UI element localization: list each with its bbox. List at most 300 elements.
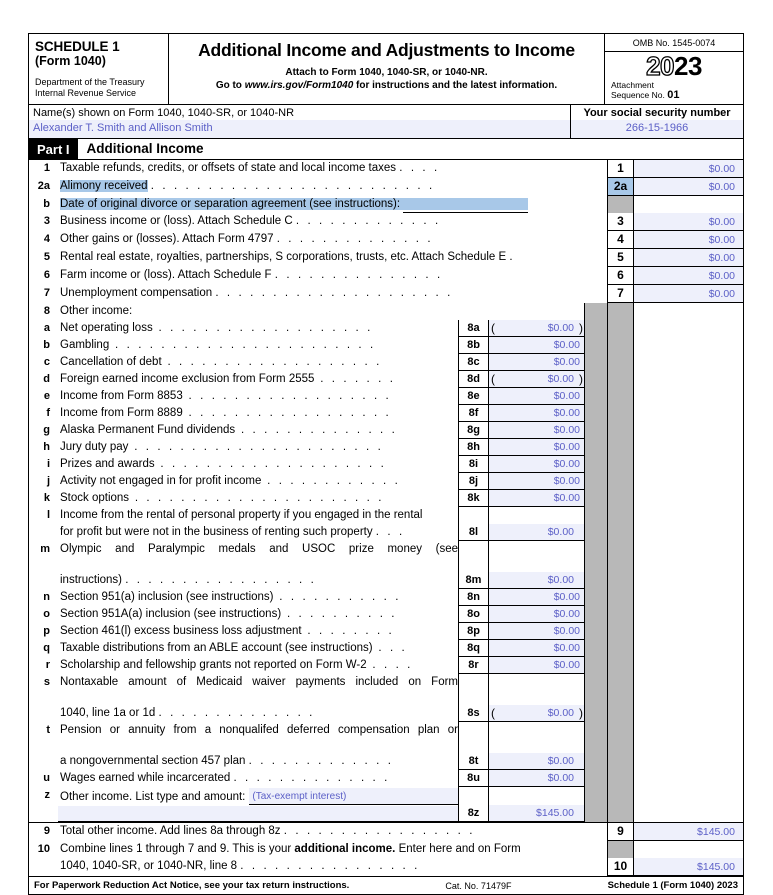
gray-spacer (584, 524, 607, 541)
gray-spacer (584, 623, 607, 640)
inner-amount-value: $0.00 (547, 772, 574, 784)
tax-year (605, 53, 743, 80)
inner-box-label-blank (458, 787, 488, 805)
line-description (55, 320, 458, 337)
gray-spacer (584, 787, 607, 805)
page-title: Additional Income and Adjustments to Income (198, 40, 575, 60)
line-box-label-shaded (607, 572, 633, 589)
line-amount-shaded (633, 490, 743, 507)
line-amount-shaded (633, 640, 743, 657)
line-box-label-shaded (607, 524, 633, 541)
line-description (55, 337, 458, 354)
line-amount-shaded (633, 674, 743, 705)
inner-box-label-blank (458, 674, 488, 705)
line-text: Unemployment compensation (60, 287, 213, 299)
goto-suffix: for instructions and the latest information. (353, 80, 558, 91)
line-amount-shaded (633, 337, 743, 354)
inner-amount-input[interactable] (488, 805, 584, 822)
line-text: instructions) (60, 574, 122, 586)
line-amount-shaded (633, 422, 743, 439)
line-amount-shaded (633, 456, 743, 473)
line-amount-input[interactable]: $0.00 (633, 160, 743, 178)
line-box-label-shaded (607, 841, 633, 858)
line-row-8 (29, 303, 743, 320)
line-number-blank (29, 805, 55, 822)
gray-spacer (584, 371, 607, 388)
inner-box-label: 8i (458, 456, 488, 473)
inner-box-label: 8a (458, 320, 488, 337)
inner-amount-input[interactable] (488, 572, 584, 589)
line-description (55, 160, 585, 178)
line-text: Scholarship and fellowship grants not reported on Form W-2 (60, 659, 367, 671)
gray-spacer (585, 160, 607, 178)
inner-box-label: 8z (458, 805, 488, 822)
line-amount-input[interactable]: $145.00 (633, 858, 743, 876)
line-amount-shaded (633, 541, 743, 572)
header-title-block (169, 34, 605, 104)
inner-amount-value: $0.00 (553, 642, 580, 654)
line-box-label-shaded (607, 623, 633, 640)
leader-dots: . (509, 251, 516, 263)
line-amount-shaded (633, 841, 743, 858)
line-number: c (43, 356, 50, 368)
gray-spacer (584, 606, 607, 623)
gray-spacer (585, 213, 607, 231)
gray-spacer (585, 858, 607, 876)
gray-spacer (584, 490, 607, 507)
paren-open: ( (491, 372, 495, 386)
inner-amount-input[interactable] (488, 371, 584, 388)
leader-dots: . . . . . . . . . . . . . . (276, 233, 434, 245)
line-text: Total other income. Add lines 8a through 8z (60, 825, 281, 837)
leader-dots: . . . . . . . . . . . . (261, 475, 401, 487)
inner-amount-input[interactable] (488, 337, 584, 354)
inner-amount-value: $0.00 (553, 492, 580, 504)
other-income-type-input-2[interactable] (58, 806, 458, 822)
line-text: Cancellation of debt (60, 356, 162, 368)
inner-amount-value: $0.00 (553, 441, 580, 453)
line-row-5 (29, 249, 743, 267)
gray-spacer (585, 841, 607, 858)
gray-spacer (584, 320, 607, 337)
line-description (55, 490, 458, 507)
line-text: Gambling (60, 339, 110, 351)
gray-spacer (584, 805, 607, 822)
gray-spacer (584, 589, 607, 606)
line-box-label: 4 (607, 231, 633, 249)
line-text: 1040, 1040-SR, or 1040-NR, line 8 (60, 860, 238, 872)
line-description (55, 371, 458, 388)
line-amount-input[interactable]: $0.00 (633, 178, 743, 196)
line-row-10-first (29, 841, 743, 858)
line-number: u (43, 772, 50, 784)
line-text: Other income. List type and amount: (60, 791, 246, 803)
leader-dots: . . . . . . . . . . . . . . . . (240, 860, 420, 872)
inner-amount-value: $0.00 (547, 373, 574, 385)
line-row-8z-second (29, 805, 743, 822)
paren-close: ) (579, 706, 583, 720)
taxpayer-identity-row (29, 105, 743, 139)
line-text: Business income or (loss). Attach Schedule C (60, 215, 293, 227)
inner-amount-input[interactable] (488, 422, 584, 439)
line-description: Nontaxable amount of Medicaid waiver payments included on Form (60, 676, 458, 688)
line-text: Alimony received (60, 180, 148, 192)
goto-prefix: Go to (215, 80, 245, 91)
line-amount-shaded (633, 589, 743, 606)
paren-open: ( (491, 706, 495, 720)
tax-year-century: 20 (646, 51, 674, 81)
line-description (55, 606, 458, 623)
line-text: for profit but were not in the business of renting such property (60, 526, 373, 538)
line-box-label-shaded (607, 422, 633, 439)
line-text: Farm income or (loss). Attach Schedule F (60, 269, 272, 281)
inner-amount-input[interactable] (488, 456, 584, 473)
inner-amount-value: $0.00 (547, 707, 574, 719)
line-description (55, 770, 458, 787)
leader-dots: . . . . . . . . . . . . . (295, 215, 441, 227)
attach-instruction: Attach to Form 1040, 1040-SR, or 1040-NR. (285, 67, 488, 78)
line-number: s (43, 676, 50, 688)
inner-amount-input[interactable] (488, 657, 584, 674)
gray-spacer (584, 640, 607, 657)
name-input[interactable]: Alexander T. Smith and Allison Smith (29, 120, 570, 138)
line-description (55, 841, 585, 858)
leader-dots: . . . . . . . . . . (281, 608, 398, 620)
line-amount-shaded (633, 473, 743, 490)
line-row-8h (29, 439, 743, 456)
inner-box-label: 8m (458, 572, 488, 589)
inner-amount-value: $0.00 (553, 356, 580, 368)
line-box-label: 3 (607, 213, 633, 231)
line-row-8k (29, 490, 743, 507)
inner-amount-input[interactable] (488, 405, 584, 422)
inner-amount-blank (488, 787, 584, 805)
gray-spacer (585, 249, 607, 267)
line-text: Jury duty pay (60, 441, 129, 453)
line-text: 1040, line 1a or 1d (60, 707, 156, 719)
ssn-input[interactable]: 266-15-1966 (571, 120, 743, 138)
line-number: 9 (43, 825, 50, 837)
inner-amount-value: $0.00 (553, 625, 580, 637)
inner-box-label: 8l (458, 524, 488, 541)
line-amount-shaded (633, 524, 743, 541)
line-text: Date of original divorce or separation agreement (see instructions): (60, 198, 401, 210)
paren-close: ) (579, 321, 583, 335)
inner-amount-input[interactable] (488, 640, 584, 657)
form-number: (Form 1040) (35, 54, 106, 68)
line-amount-input[interactable]: $0.00 (633, 249, 743, 267)
inner-amount-input[interactable] (488, 320, 584, 337)
inner-box-label: 8e (458, 388, 488, 405)
line-row-8l-first (29, 507, 743, 524)
line-description (55, 657, 458, 674)
inner-amount-value: $0.00 (547, 574, 574, 586)
line-box-label-shaded (607, 507, 633, 524)
line-number: 5 (43, 251, 50, 263)
inner-box-label-blank (458, 722, 488, 753)
sublines-a-k (29, 320, 743, 507)
inner-box-label: 8q (458, 640, 488, 657)
gray-spacer (585, 285, 607, 303)
schedule1-form (28, 33, 744, 895)
paperwork-notice: For Paperwork Reduction Act Notice, see your tax return instructions. (34, 880, 350, 891)
line-number-blank (29, 753, 55, 770)
leader-dots: . . . . . . . . . . . (273, 591, 401, 603)
line-row-8c (29, 354, 743, 371)
line-box-label-shaded (607, 805, 633, 822)
inner-amount-input[interactable] (488, 490, 584, 507)
line-amount-shaded (633, 572, 743, 589)
line-row-8s-second (29, 705, 743, 722)
goto-url[interactable]: www.irs.gov/Form1040 (244, 80, 354, 91)
line-description (55, 439, 458, 456)
sublines-n-r (29, 589, 743, 674)
inner-amount-value: $145.00 (536, 807, 574, 819)
line-description (55, 285, 585, 303)
line-amount-shaded (633, 770, 743, 787)
line-text: Activity not engaged in for profit income (60, 475, 262, 487)
line-row-8j (29, 473, 743, 490)
line-box-label-shaded (607, 456, 633, 473)
line-row-8b (29, 337, 743, 354)
line-description (55, 422, 458, 439)
gray-spacer (585, 196, 607, 213)
gray-spacer (584, 354, 607, 371)
line-box-label-shaded (607, 705, 633, 722)
line-row-8f (29, 405, 743, 422)
line-description (55, 524, 458, 541)
line-box-label-shaded (607, 337, 633, 354)
tax-year-digits: 23 (674, 51, 702, 81)
inner-box-label: 8c (458, 354, 488, 371)
gray-spacer (584, 439, 607, 456)
ssn-cell (571, 105, 743, 138)
line-text: Section 951A(a) inclusion (see instructions) (60, 608, 282, 620)
gray-spacer (584, 422, 607, 439)
sequence-label: Sequence No. (611, 90, 665, 100)
line-row-8p (29, 623, 743, 640)
line-amount-shaded (633, 507, 743, 524)
part-tag: Part I (37, 142, 70, 157)
line-description (55, 231, 585, 249)
line-number: h (43, 441, 50, 453)
gray-spacer (584, 337, 607, 354)
inner-amount-value: $0.00 (547, 526, 574, 538)
line-number: o (43, 608, 50, 620)
gray-spacer (585, 267, 607, 285)
other-income-type-input[interactable]: (Tax-exempt interest) (249, 788, 458, 805)
inner-amount-value: $0.00 (553, 424, 580, 436)
line-amount-shaded (633, 606, 743, 623)
line-row-3 (29, 213, 743, 231)
line-description (55, 640, 458, 657)
inner-amount-value: $0.00 (553, 407, 580, 419)
line-row-9 (29, 822, 743, 841)
inner-box-label: 8t (458, 753, 488, 770)
line-description (55, 572, 458, 589)
line-box-label-shaded (607, 770, 633, 787)
line-box-label-shaded (607, 354, 633, 371)
line-row-8e (29, 388, 743, 405)
inner-box-label-blank (458, 507, 488, 524)
inner-amount-input[interactable] (488, 623, 584, 640)
line-description (55, 858, 585, 876)
part-title: Additional Income (78, 139, 743, 159)
line-amount-input[interactable]: $0.00 (633, 285, 743, 303)
tax-year-block (605, 52, 743, 104)
leader-dots: . . . . . . . . . . . . . (248, 755, 394, 767)
leader-dots: . . . . . . . . . . . . . . . . . (283, 825, 476, 837)
leader-dots: . . . . . . . . . . . . . . (233, 772, 390, 784)
inner-amount-input[interactable] (488, 473, 584, 490)
catalog-number: Cat. No. 71479F (445, 881, 512, 891)
line-description (55, 823, 585, 841)
line-number: a (43, 322, 50, 334)
line-number: 2a (37, 180, 50, 192)
line-box-label-shaded (607, 541, 633, 572)
inner-amount-input[interactable] (488, 354, 584, 371)
line-box-label: 5 (607, 249, 633, 267)
line-number: k (43, 492, 50, 504)
line-amount-shaded (633, 388, 743, 405)
line-text: Taxable refunds, credits, or offsets of state and local income taxes (60, 162, 397, 174)
inner-amount-input[interactable] (488, 705, 584, 722)
schedule-number: SCHEDULE 1 (35, 39, 120, 54)
inner-amount-input[interactable] (488, 439, 584, 456)
line-text: Other gains or (losses). Attach Form 4797 (60, 233, 274, 245)
line-text-bold: additional income. (294, 843, 396, 855)
line-number-blank (29, 705, 55, 722)
leader-dots: . . . . . . . . . . . . . . . . . . . . (154, 458, 387, 470)
line-row-6 (29, 267, 743, 285)
line-items (29, 160, 743, 876)
line-number: m (40, 543, 50, 555)
line-number: 3 (43, 215, 50, 227)
line-amount-shaded (633, 705, 743, 722)
inner-box-label: 8n (458, 589, 488, 606)
line-row-10-second (29, 858, 743, 876)
inner-box-label: 8u (458, 770, 488, 787)
line-box-label: 7 (607, 285, 633, 303)
line-description (55, 213, 585, 231)
inner-amount-blank (488, 674, 584, 705)
line-description (55, 178, 585, 196)
leader-dots: . . . . . . . . . . . . . . . . . . (182, 390, 392, 402)
inner-amount-blank (488, 507, 584, 524)
line-row-8t-first (29, 722, 743, 753)
line-number: 6 (43, 269, 50, 281)
leader-dots: . . . . . . . . . . . . . . . . . (125, 574, 317, 586)
gray-spacer (584, 303, 607, 320)
line-number: 7 (43, 287, 50, 299)
leader-dots: . . . . . . . . . . . . . . . . . . . (161, 356, 382, 368)
inner-amount-input[interactable] (488, 589, 584, 606)
line-amount-shaded (633, 657, 743, 674)
leader-dots: . . . (375, 526, 405, 538)
line-box-label-shaded (607, 657, 633, 674)
line-text: Stock options (60, 492, 130, 504)
line-number: e (43, 390, 50, 402)
line-amount-input[interactable]: $0.00 (633, 213, 743, 231)
sequence-number: 01 (667, 89, 680, 101)
gray-spacer (584, 456, 607, 473)
line-amount-shaded (633, 354, 743, 371)
line-number: 8 (43, 305, 50, 317)
line-row-8n (29, 589, 743, 606)
inner-amount-blank (488, 722, 584, 753)
inner-amount-input[interactable] (488, 606, 584, 623)
line-amount-input[interactable]: $145.00 (633, 823, 743, 841)
leader-dots: . . . . . . . . . . . . . . . (274, 269, 443, 281)
line-text: Foreign earned income exclusion from Form 2555 (60, 373, 315, 385)
line-row-8g (29, 422, 743, 439)
line-row-8m-second (29, 572, 743, 589)
line-text: Rental real estate, royalties, partnerships, S corporations, trusts, etc. Attach Schedule E (60, 251, 507, 263)
line-number: 1 (43, 162, 50, 174)
gray-spacer (584, 770, 607, 787)
line-box-label-shaded (607, 473, 633, 490)
line-amount-input[interactable]: $0.00 (633, 267, 743, 285)
line-description: Olympic and Paralympic medals and USOC prize money (see (60, 543, 458, 555)
inner-amount-value: $0.00 (553, 591, 580, 603)
line-box-label-shaded (607, 196, 633, 213)
line-row-8d (29, 371, 743, 388)
line-box-label-shaded (607, 320, 633, 337)
line-row-7 (29, 285, 743, 303)
divorce-date-input[interactable] (403, 197, 528, 213)
gray-spacer (584, 473, 607, 490)
line-description (55, 249, 585, 267)
inner-amount-value: $0.00 (553, 475, 580, 487)
line-row-8z-first (29, 787, 743, 805)
inner-box-label: 8g (458, 422, 488, 439)
part-1-header (29, 139, 743, 160)
line-description (55, 805, 458, 822)
line-text-b: Enter here and on Form (395, 843, 521, 855)
line-text: Section 951(a) inclusion (see instructions) (60, 591, 274, 603)
line-box-label-shaded (607, 606, 633, 623)
line-box-label-shaded (607, 388, 633, 405)
gray-spacer (585, 823, 607, 841)
line-row-8i (29, 456, 743, 473)
line-amount-input[interactable]: $0.00 (633, 231, 743, 249)
line-number: r (45, 659, 50, 671)
inner-amount-input[interactable] (488, 753, 584, 770)
inner-box-label: 8d (458, 371, 488, 388)
leader-dots: . . . . (366, 659, 413, 671)
line-number: z (44, 789, 50, 801)
line-description (55, 267, 585, 285)
line-row-8a (29, 320, 743, 337)
line-row-8r (29, 657, 743, 674)
line-box-label: 2a (607, 178, 633, 196)
inner-amount-value: $0.00 (547, 755, 574, 767)
gray-spacer (584, 405, 607, 422)
line-row-8m-first (29, 541, 743, 572)
inner-amount-input[interactable] (488, 524, 584, 541)
inner-amount-input[interactable] (488, 388, 584, 405)
inner-box-label: 8p (458, 623, 488, 640)
inner-box-label: 8f (458, 405, 488, 422)
inner-box-label: 8b (458, 337, 488, 354)
line-row-4 (29, 231, 743, 249)
line-description (55, 388, 458, 405)
line-box-label-shaded (607, 439, 633, 456)
inner-amount-input[interactable] (488, 770, 584, 787)
line-number: b (43, 339, 50, 351)
leader-dots: . . . . . . . . . . . . . . (158, 707, 315, 719)
line-text: Alaska Permanent Fund dividends (60, 424, 236, 436)
